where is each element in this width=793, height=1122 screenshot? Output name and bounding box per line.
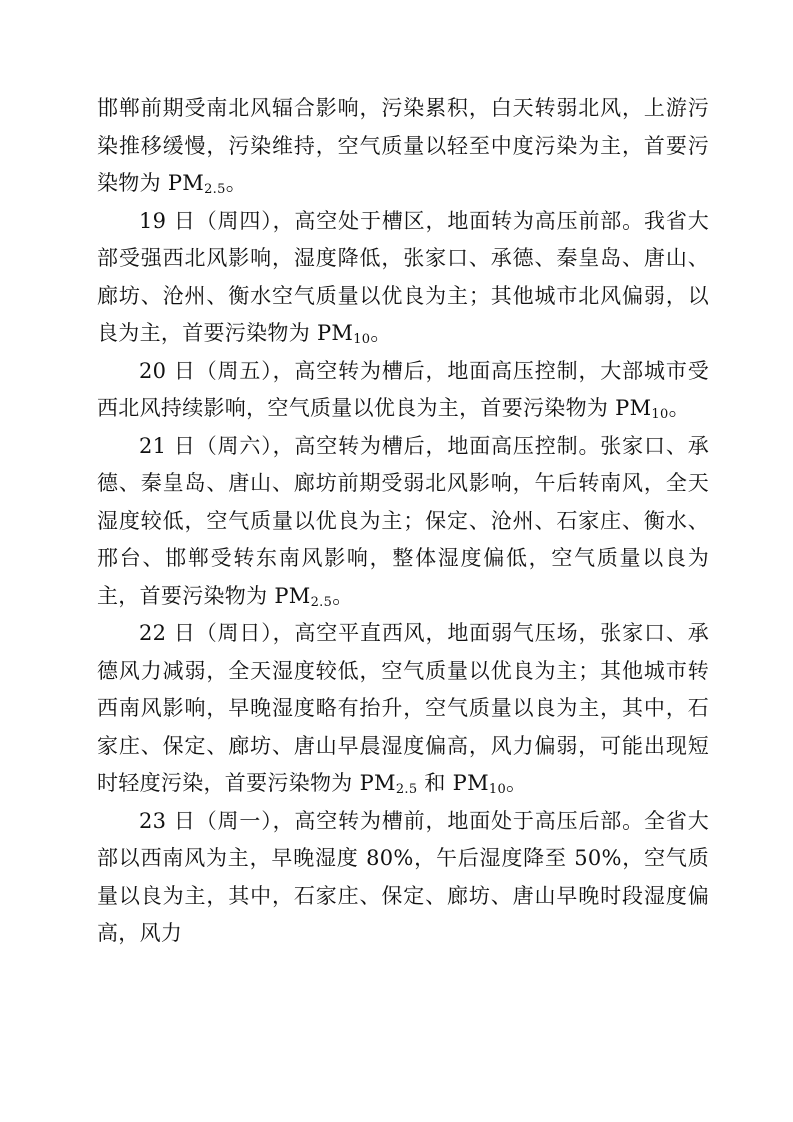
paragraph-text: 和 PM <box>417 771 489 795</box>
paragraph-text: 23 日（周一），高空转为槽前，地面处于高压后部。全省大部以西南风为主，早晚湿度 80%，午后湿度降至 50%，空气质量以良为主，其中，石家庄、保定、廊坊、唐山早晚时段湿度偏高，风力 <box>97 808 709 945</box>
subscript-text: 10 <box>488 782 507 797</box>
paragraph-text: 邯郸前期受南北风辐合影响，污染累积，白天转弱北风，上游污染推移缓慢，污染维持，空气质量以轻至中度污染为主，首要污染物为 PM <box>97 96 709 195</box>
paragraph-text: 22 日（周日），高空平直西风，地面弱气压场，张家口、承德风力减弱，全天湿度较低，空气质量以优良为主；其他城市转西南风影响，早晚湿度略有抬升，空气质量以良为主，其中，石家庄、保定、廊坊、唐山早晨湿度偏高，风力偏弱，可能出现短时轻度污染，首要污染物为 PM <box>97 621 709 795</box>
paragraph-text: 。 <box>225 171 247 195</box>
paragraph <box>97 203 709 353</box>
paragraph-text: 。 <box>506 771 528 795</box>
paragraph <box>97 428 709 616</box>
paragraph <box>97 803 709 953</box>
paragraph-text: 20 日（周五），高空转为槽后，地面高压控制，大部城市受西北风持续影响，空气质量以优良为主，首要污染物为 PM <box>97 358 709 420</box>
paragraph-text: 。 <box>332 583 354 608</box>
paragraph-text: 。 <box>370 321 392 345</box>
paragraph <box>97 353 709 428</box>
subscript-text: 10 <box>651 407 669 422</box>
document-body <box>97 90 709 953</box>
subscript-text: 2.5 <box>204 182 226 197</box>
subscript-text: 2.5 <box>395 782 418 797</box>
paragraph-text: 21 日（周六），高空转为槽后，地面高压控制。张家口、承德、秦皇岛、唐山、廊坊前期受弱北风影响，午后转南风，全天湿度较低，空气质量以优良为主；保定、沧州、石家庄、衡水、邢台、邯郸受转东南风影响，整体湿度偏低，空气质量以良为主，首要污染物为 PM <box>97 433 709 608</box>
paragraph-text: 19 日（周四），高空处于槽区，地面转为高压前部。我省大部受强西北风影响，湿度降低，张家口、承德、秦皇岛、唐山、廊坊、沧州、衡水空气质量以优良为主；其他城市北风偏弱，以良为主，首要污染物为 PM <box>97 208 709 345</box>
subscript-text: 2.5 <box>310 594 333 610</box>
paragraph <box>97 90 709 203</box>
subscript-text: 10 <box>353 332 371 347</box>
paragraph <box>97 615 709 803</box>
paragraph-text: 。 <box>668 396 690 420</box>
